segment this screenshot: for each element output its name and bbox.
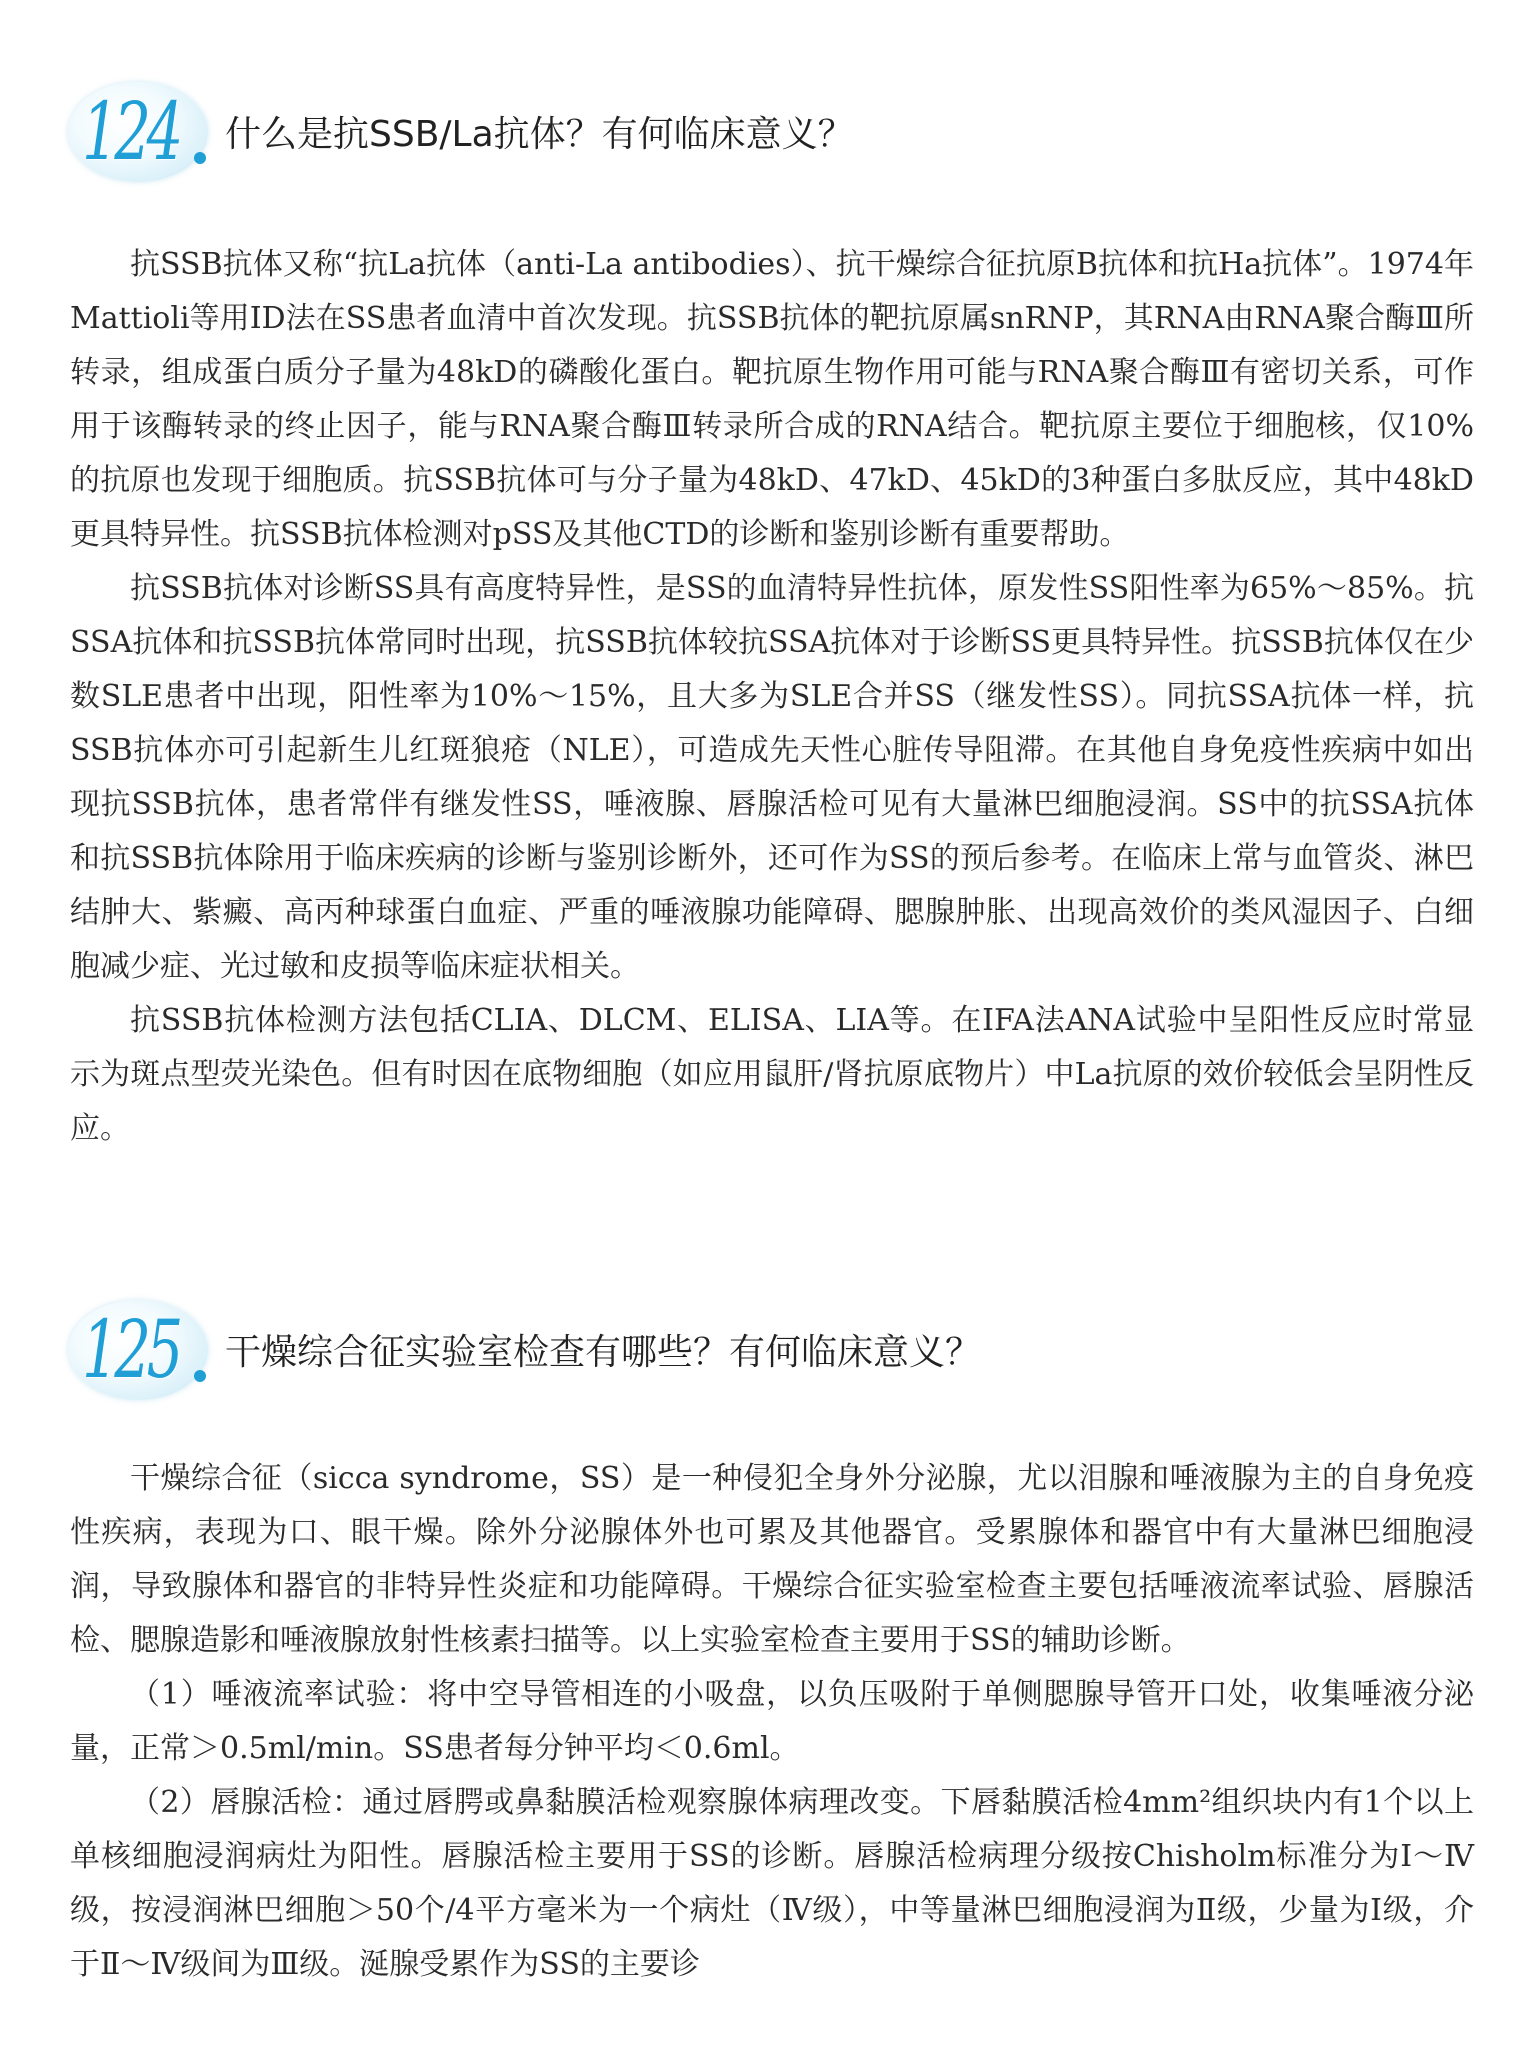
question-title: 干燥综合征实验室检查有哪些？有何临床意义？	[225, 1332, 982, 1373]
paragraph: 干燥综合征（sicca syndrome，SS）是一种侵犯全身外分泌腺，尤以泪腺和唾液腺为主的自身免疫性疾病，表现为口、眼干燥。除外分泌腺体外也可累及其他器官。受累腺体和器官中有大量淋巴细胞浸润，导致腺体和器官的非特异性炎症和功能障碍。干燥综合征实验室检查主要包括唾液流率试验、唇腺活检、腮腺造影和唾液腺放射性核素扫描等。以上实验室检查主要用于SS的辅助诊断。	[70, 1461, 1474, 1658]
question-number: 125	[82, 1303, 179, 1396]
badge-dot	[194, 152, 206, 164]
section-124-body	[70, 238, 1474, 1156]
paragraph: 抗SSB抗体检测方法包括CLIA、DLCM、ELISA、LIA等。在IFA法ANA试验中呈阳性反应时常显示为斑点型荧光染色。但有时因在底物细胞（如应用鼠肝/肾抗原底物片）中La抗原的效价较低会呈阴性反应。	[70, 1003, 1474, 1146]
badge-dot	[194, 1370, 206, 1382]
question-title: 什么是抗SSB/La抗体？有何临床意义？	[225, 114, 854, 155]
paragraph: 抗SSB抗体对诊断SS具有高度特异性，是SS的血清特异性抗体，原发性SS阳性率为65%～85%。抗SSA抗体和抗SSB抗体常同时出现，抗SSB抗体较抗SSA抗体对于诊断SS更具特异性。抗SSB抗体仅在少数SLE患者中出现，阳性率为10%～15%，且大多为SLE合并SS（继发性SS）。同抗SSA抗体一样，抗SSB抗体亦可引起新生儿红斑狼疮（NLE），可造成先天性心脏传导阻滞。在其他自身免疫性疾病中如出现抗SSB抗体，患者常伴有继发性SS，唾液腺、唇腺活检可见有大量淋巴细胞浸润。SS中的抗SSA抗体和抗SSB抗体除用于临床疾病的诊断与鉴别诊断外，还可作为SS的预后参考。在临床上常与血管炎、淋巴结肿大、紫癜、高丙种球蛋白血症、严重的唾液腺功能障碍、腮腺肿胀、出现高效价的类风湿因子、白细胞减少症、光过敏和皮损等临床症状相关。	[70, 571, 1474, 984]
question-number-badge	[62, 72, 212, 192]
question-number: 124	[82, 85, 179, 178]
section-125-body	[70, 1452, 1474, 1992]
question-header-124	[62, 72, 1462, 192]
paragraph: 抗SSB抗体又称“抗La抗体（anti-La antibodies）、抗干燥综合征抗原B抗体和抗Ha抗体”。1974年Mattioli等用ID法在SS患者血清中首次发现。抗SSB抗体的靶抗原属snRNP，其RNA由RNA聚合酶Ⅲ所转录，组成蛋白质分子量为48kD的磷酸化蛋白。靶抗原生物作用可能与RNA聚合酶Ⅲ有密切关系，可作用于该酶转录的终止因子，能与RNA聚合酶Ⅲ转录所合成的RNA结合。靶抗原主要位于细胞核，仅10%的抗原也发现于细胞质。抗SSB抗体可与分子量为48kD、47kD、45kD的3种蛋白多肽反应，其中48kD更具特异性。抗SSB抗体检测对pSS及其他CTD的诊断和鉴别诊断有重要帮助。	[70, 247, 1474, 552]
question-header-125	[62, 1290, 1462, 1410]
paragraph: （1）唾液流率试验：将中空导管相连的小吸盘，以负压吸附于单侧腮腺导管开口处，收集唾液分泌量，正常＞0.5ml/min。SS患者每分钟平均＜0.6ml。	[70, 1677, 1474, 1766]
paragraph: （2）唇腺活检：通过唇腭或鼻黏膜活检观察腺体病理改变。下唇黏膜活检4mm²组织块内有1个以上单核细胞浸润病灶为阳性。唇腺活检主要用于SS的诊断。唇腺活检病理分级按Chisholm标准分为Ⅰ～Ⅳ级，按浸润淋巴细胞＞50个/4平方毫米为一个病灶（Ⅳ级），中等量淋巴细胞浸润为Ⅱ级，少量为Ⅰ级，介于Ⅱ～Ⅳ级间为Ⅲ级。涎腺受累作为SS的主要诊	[70, 1785, 1474, 1982]
question-number-badge	[62, 1290, 212, 1410]
